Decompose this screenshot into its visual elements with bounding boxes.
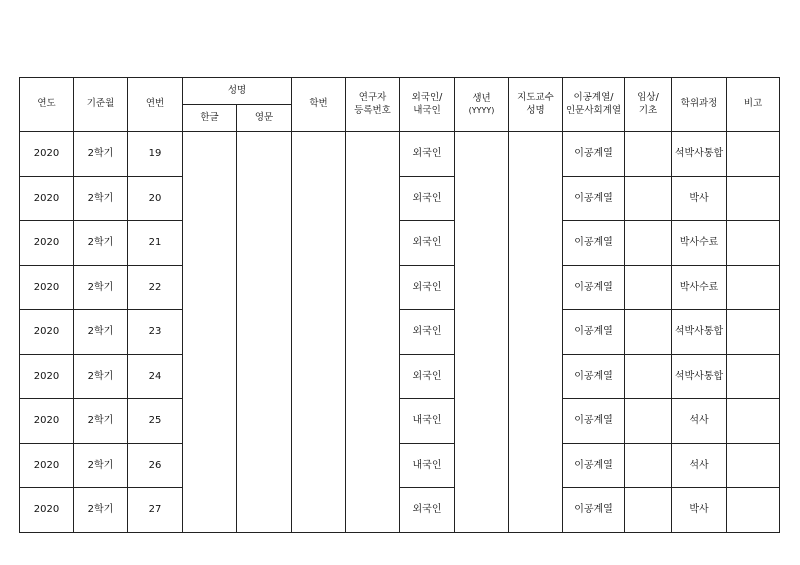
cell-name-korean — [183, 176, 237, 221]
cell-advisor — [509, 176, 563, 221]
cell-birth-year — [455, 443, 509, 488]
cell-degree-program: 석박사통합 — [672, 310, 727, 355]
col-header-researcher-reg-line1: 연구자 — [358, 91, 387, 103]
student-roster-sheet — [19, 77, 780, 533]
cell-year: 2020 — [20, 488, 74, 533]
cell-term: 2학기 — [74, 265, 128, 310]
col-header-nationality-line2: 내국인 — [413, 104, 441, 116]
cell-remarks — [727, 132, 780, 177]
cell-clinical — [625, 399, 672, 444]
table-row — [20, 310, 780, 355]
cell-advisor — [509, 265, 563, 310]
col-header-birth-year-line2: (YYYY) — [468, 105, 495, 115]
cell-clinical — [625, 221, 672, 266]
cell-name-english — [237, 310, 292, 355]
col-header-clinical — [625, 78, 672, 132]
cell-name-english — [237, 132, 292, 177]
cell-degree-program: 석사 — [672, 399, 727, 444]
cell-field: 이공계열 — [563, 354, 625, 399]
header-row — [20, 78, 780, 105]
cell-birth-year — [455, 354, 509, 399]
cell-name-english — [237, 399, 292, 444]
cell-remarks — [727, 221, 780, 266]
cell-serial: 27 — [128, 488, 183, 533]
col-header-nationality-line1: 외국인/ — [411, 91, 443, 103]
cell-remarks — [727, 265, 780, 310]
cell-birth-year — [455, 265, 509, 310]
cell-field: 이공계열 — [563, 265, 625, 310]
cell-name-korean — [183, 443, 237, 488]
col-header-birth-year — [455, 78, 509, 132]
cell-advisor — [509, 399, 563, 444]
cell-degree-program: 석사 — [672, 443, 727, 488]
cell-name-english — [237, 176, 292, 221]
col-header-advisor-line2: 성명 — [526, 104, 545, 116]
cell-field: 이공계열 — [563, 399, 625, 444]
table-row — [20, 399, 780, 444]
cell-remarks — [727, 488, 780, 533]
cell-year: 2020 — [20, 310, 74, 355]
cell-year: 2020 — [20, 132, 74, 177]
cell-nationality: 외국인 — [400, 221, 455, 266]
cell-clinical — [625, 176, 672, 221]
cell-nationality: 외국인 — [400, 310, 455, 355]
table-row — [20, 176, 780, 221]
col-header-student-id: 학번 — [292, 78, 346, 132]
cell-term: 2학기 — [74, 132, 128, 177]
cell-name-korean — [183, 310, 237, 355]
cell-advisor — [509, 221, 563, 266]
cell-term: 2학기 — [74, 399, 128, 444]
cell-student-id — [292, 443, 346, 488]
cell-year: 2020 — [20, 354, 74, 399]
col-header-nationality — [400, 78, 455, 132]
cell-clinical — [625, 443, 672, 488]
cell-serial: 21 — [128, 221, 183, 266]
col-header-birth-year-line1: 생년 — [472, 92, 491, 104]
cell-student-id — [292, 488, 346, 533]
cell-birth-year — [455, 488, 509, 533]
cell-student-id — [292, 221, 346, 266]
cell-birth-year — [455, 221, 509, 266]
cell-serial: 19 — [128, 132, 183, 177]
cell-remarks — [727, 399, 780, 444]
cell-year: 2020 — [20, 176, 74, 221]
table-row — [20, 265, 780, 310]
cell-field: 이공계열 — [563, 488, 625, 533]
cell-nationality: 내국인 — [400, 443, 455, 488]
col-header-field — [563, 78, 625, 132]
cell-student-id — [292, 132, 346, 177]
cell-remarks — [727, 310, 780, 355]
cell-birth-year — [455, 176, 509, 221]
cell-clinical — [625, 265, 672, 310]
col-header-researcher-reg — [346, 78, 400, 132]
cell-clinical — [625, 354, 672, 399]
cell-student-id — [292, 265, 346, 310]
col-header-name-english: 영문 — [237, 105, 292, 132]
col-header-name: 성명 — [183, 78, 292, 105]
cell-name-korean — [183, 399, 237, 444]
cell-researcher-reg — [346, 354, 400, 399]
cell-name-korean — [183, 488, 237, 533]
col-header-name-korean: 한글 — [183, 105, 237, 132]
cell-researcher-reg — [346, 221, 400, 266]
cell-nationality: 내국인 — [400, 399, 455, 444]
cell-degree-program: 박사수료 — [672, 221, 727, 266]
cell-name-english — [237, 265, 292, 310]
cell-advisor — [509, 310, 563, 355]
table-row — [20, 354, 780, 399]
cell-name-english — [237, 488, 292, 533]
col-header-field-line1: 이공계열/ — [573, 91, 614, 103]
cell-term: 2학기 — [74, 354, 128, 399]
cell-researcher-reg — [346, 176, 400, 221]
cell-birth-year — [455, 399, 509, 444]
col-header-researcher-reg-line2: 등록번호 — [354, 104, 391, 116]
cell-advisor — [509, 354, 563, 399]
cell-clinical — [625, 488, 672, 533]
cell-student-id — [292, 176, 346, 221]
cell-name-korean — [183, 265, 237, 310]
col-header-advisor-line1: 지도교수 — [517, 91, 554, 103]
roster-body — [20, 132, 780, 533]
cell-year: 2020 — [20, 399, 74, 444]
col-header-serial: 연번 — [128, 78, 183, 132]
cell-degree-program: 박사 — [672, 488, 727, 533]
cell-student-id — [292, 310, 346, 355]
cell-name-english — [237, 354, 292, 399]
cell-remarks — [727, 176, 780, 221]
cell-degree-program: 박사수료 — [672, 265, 727, 310]
cell-nationality: 외국인 — [400, 132, 455, 177]
cell-serial: 23 — [128, 310, 183, 355]
cell-term: 2학기 — [74, 176, 128, 221]
cell-clinical — [625, 310, 672, 355]
cell-name-korean — [183, 132, 237, 177]
cell-term: 2학기 — [74, 310, 128, 355]
table-row — [20, 443, 780, 488]
col-header-field-line2: 인문사회계열 — [565, 104, 622, 116]
cell-year: 2020 — [20, 265, 74, 310]
cell-birth-year — [455, 132, 509, 177]
cell-researcher-reg — [346, 443, 400, 488]
cell-nationality: 외국인 — [400, 354, 455, 399]
col-header-advisor — [509, 78, 563, 132]
cell-serial: 20 — [128, 176, 183, 221]
cell-degree-program: 박사 — [672, 176, 727, 221]
col-header-clinical-line1: 임상/ — [637, 91, 659, 103]
cell-name-korean — [183, 354, 237, 399]
cell-field: 이공계열 — [563, 176, 625, 221]
cell-clinical — [625, 132, 672, 177]
cell-name-korean — [183, 221, 237, 266]
col-header-degree-program: 학위과정 — [672, 78, 727, 132]
cell-advisor — [509, 132, 563, 177]
table-row — [20, 488, 780, 533]
cell-degree-program: 석박사통합 — [672, 132, 727, 177]
cell-researcher-reg — [346, 132, 400, 177]
cell-serial: 24 — [128, 354, 183, 399]
table-row — [20, 132, 780, 177]
col-header-remarks: 비고 — [727, 78, 780, 132]
cell-field: 이공계열 — [563, 443, 625, 488]
col-header-clinical-line2: 기초 — [638, 104, 658, 116]
student-roster-table — [19, 77, 780, 533]
cell-field: 이공계열 — [563, 132, 625, 177]
cell-term: 2학기 — [74, 443, 128, 488]
table-row — [20, 221, 780, 266]
cell-term: 2학기 — [74, 221, 128, 266]
cell-remarks — [727, 443, 780, 488]
cell-field: 이공계열 — [563, 310, 625, 355]
cell-year: 2020 — [20, 443, 74, 488]
cell-researcher-reg — [346, 399, 400, 444]
cell-degree-program: 석박사통합 — [672, 354, 727, 399]
cell-serial: 25 — [128, 399, 183, 444]
cell-nationality: 외국인 — [400, 488, 455, 533]
cell-nationality: 외국인 — [400, 176, 455, 221]
cell-researcher-reg — [346, 310, 400, 355]
cell-birth-year — [455, 310, 509, 355]
col-header-year: 연도 — [20, 78, 74, 132]
cell-advisor — [509, 488, 563, 533]
cell-remarks — [727, 354, 780, 399]
cell-name-english — [237, 221, 292, 266]
cell-researcher-reg — [346, 265, 400, 310]
cell-field: 이공계열 — [563, 221, 625, 266]
cell-name-english — [237, 443, 292, 488]
cell-researcher-reg — [346, 488, 400, 533]
cell-term: 2학기 — [74, 488, 128, 533]
cell-serial: 26 — [128, 443, 183, 488]
cell-student-id — [292, 399, 346, 444]
cell-nationality: 외국인 — [400, 265, 455, 310]
cell-year: 2020 — [20, 221, 74, 266]
cell-serial: 22 — [128, 265, 183, 310]
col-header-base-month: 기준월 — [74, 78, 128, 132]
cell-advisor — [509, 443, 563, 488]
cell-student-id — [292, 354, 346, 399]
